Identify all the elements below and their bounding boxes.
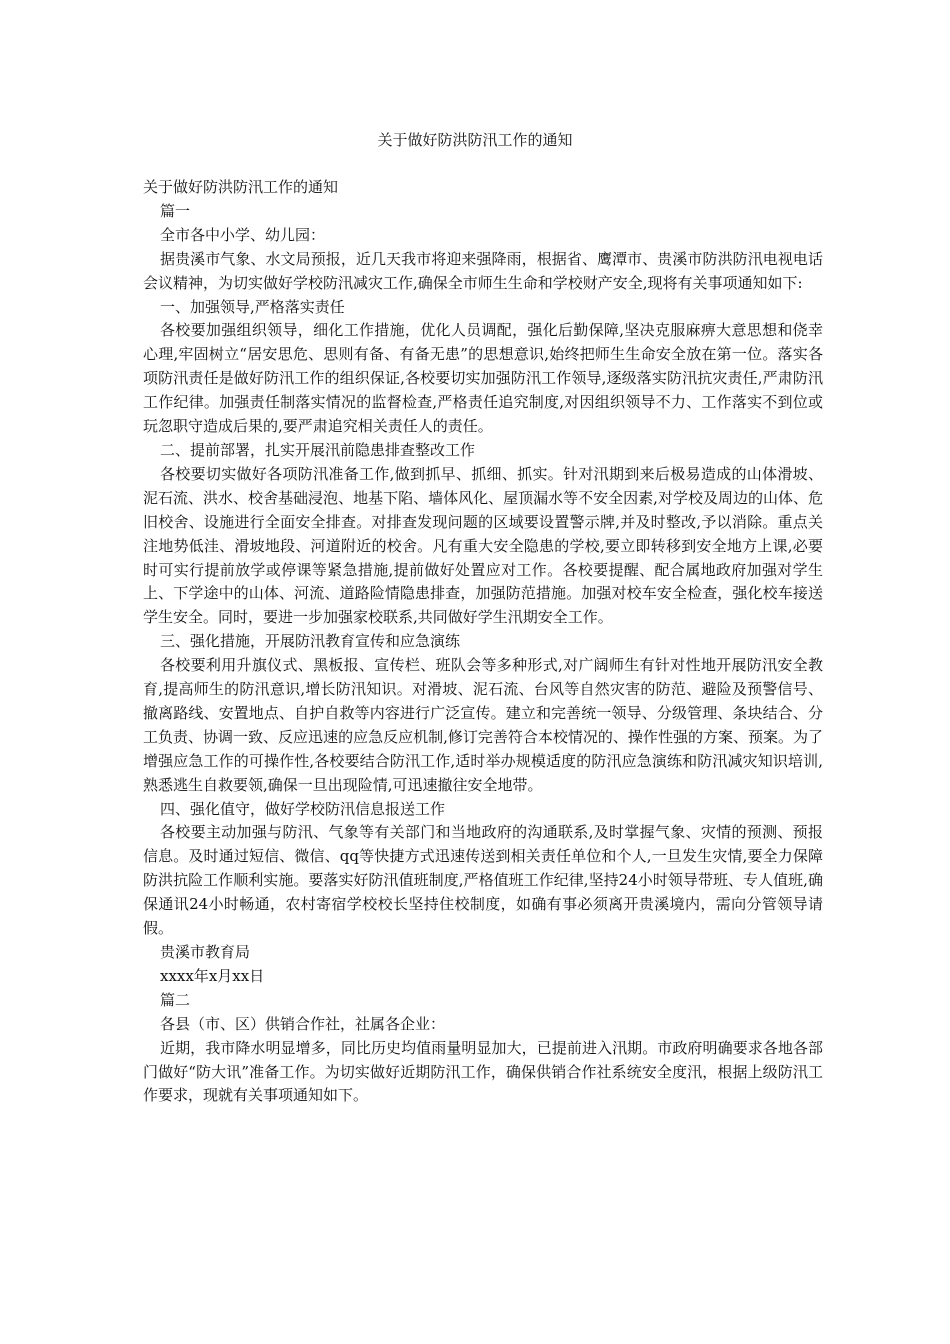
date: xxxx年x月xx日	[160, 966, 265, 985]
section-paragraph: 各校要切实做好各项防汛准备工作,做到抓早、抓细、抓实。针对汛期到来后极易造成的山体滑坡、泥石流、洪水、校舍基础浸泡、地基下陷、墙体风化、屋顶漏水等不安全因素,对学校及周边的山体、危旧校舍、设施进行全面安全排查。对排查发现问题的区域要设置警示牌,并及时整改,予以消除。重点关注地势低洼、滑坡地段、河道附近的校舍。凡有重大安全隐患的学校,要立即转移到安全地方上课,必要时可实行提前放学或停课等紧急措施,提前做好处置应对工作。各校要提醒、配合属地政府加强对学生上、下学途中的山体、河流、道路险情隐患排查，加强防范措施。加强对校车安全检查，强化校车接送学生安全。同时，要进一步加强家校联系,共同做好学生汛期安全工作。	[143, 464, 823, 627]
salutation: 全市各中小学、幼儿园：	[160, 225, 326, 244]
document-body	[143, 176, 823, 1108]
section-heading: 四、强化值守，做好学校防汛信息报送工作	[160, 799, 446, 818]
section-paragraph: 各校要主动加强与防汛、气象等有关部门和当地政府的沟通联系,及时掌握气象、灾情的预测、预报信息。及时通过短信、微信、qq等快捷方式迅速传送到相关责任单位和个人,一旦发生灾情,要全力保障防洪抗险工作顺利实施。要落实好防汛值班制度,严格值班工作纪律,坚持24小时领导带班、专人值班,确保通讯24小时畅通，农村寄宿学校校长坚持住校制度，如确有事必须离开贵溪境内，需向分管领导请假。	[143, 823, 823, 938]
document-subtitle: 关于做好防洪防汛工作的通知	[143, 178, 339, 196]
section-heading: 三、强化措施，开展防汛教育宣传和应急演练	[160, 632, 461, 651]
page-title: 关于做好防洪防汛工作的通知	[377, 131, 573, 149]
part-label: 篇二	[160, 990, 191, 1009]
intro-paragraph: 据贵溪市气象、水文局预报，近几天我市将迎来强降雨，根据省、鹰潭市、贵溪市防洪防汛电视电话会议精神，为切实做好学校防汛减灾工作,确保全市师生生命和学校财产安全,现将有关事项通知如下:	[143, 249, 823, 292]
signature: 贵溪市教育局	[160, 943, 251, 961]
section-paragraph: 各校要利用升旗仪式、黑板报、宣传栏、班队会等多种形式,对广阔师生有针对性地开展防汛安全教育,提高师生的防汛意识,增长防汛知识。对滑坡、泥石流、台风等自然灾害的防范、避险及预警信号、撤离路线、安置地点、自护自救等内容进行广泛宣传。建立和完善统一领导、分级管理、条块结合、分工负责、协调一致、反应迅速的应急反应机制,修订完善符合本校情况的、操作性强的方案、预案。为了增强应急工作的可操作性,各校要结合防汛工作,适时举办规模适度的防汛应急演练和防汛减灾知识培训,熟悉逃生自救要领,确保一旦出现险情,可迅速撤往安全地带。	[143, 656, 823, 794]
section-heading: 一、加强领导,严格落实责任	[160, 297, 345, 316]
section-paragraph: 各校要加强组织领导，细化工作措施，优化人员调配，强化后勤保障,坚决克服麻痹大意思想和侥幸心理,牢固树立“居安思危、思则有备、有备无患”的思想意识,始终把师生生命安全放在第一位。落实各项防汛责任是做好防汛工作的组织保证,各校要切实加强防汛工作领导,逐级落实防汛抗灾责任,严肃防汛工作纪律。加强责任制落实情况的监督检查,严格责任追究制度,对因组织领导不力、工作落实不到位或玩忽职守造成后果的,要严肃追究相关责任人的责任。	[143, 321, 823, 436]
intro-paragraph: 近期，我市降水明显增多，同比历史均值雨量明显加大，已提前进入汛期。市政府明确要求各地各部门做好“防大讯”准备工作。为切实做好近期防汛工作，确保供销合作社系统安全度汛，根据上级防汛工作要求，现就有关事项通知如下。	[143, 1038, 823, 1105]
section-heading: 二、提前部署，扎实开展汛前隐患排查整改工作	[160, 440, 476, 459]
salutation: 各县（市、区）供销合作社，社属各企业：	[160, 1014, 446, 1033]
part-label: 篇一	[160, 201, 191, 220]
